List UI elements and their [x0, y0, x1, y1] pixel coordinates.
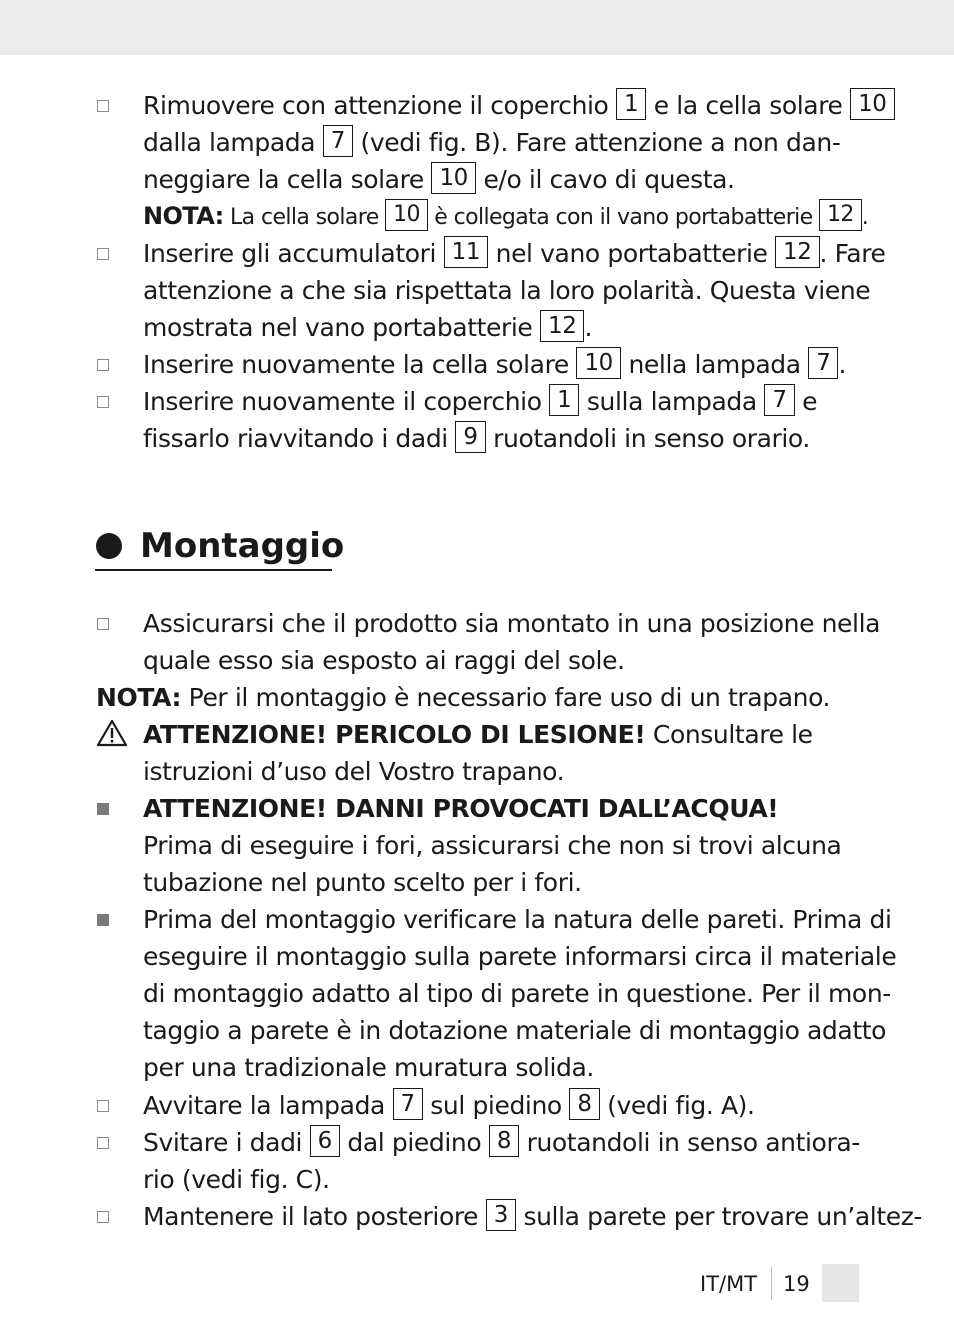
ref-number: 7 [808, 347, 838, 379]
ref-number: 1 [549, 384, 579, 416]
instruction-insert-batteries: Inserire gli accumulatori 11 nel vano portabatterie 12 . Fare attenzione a che sia rispettata la loro polarità. Questa viene mostrata nel vano portabatterie 12 . [143, 235, 873, 346]
ref-number: 10 [385, 199, 428, 231]
checkbox-bullet [97, 100, 109, 112]
ref-number: 9 [455, 421, 485, 453]
ref-number: 8 [569, 1088, 599, 1120]
ref-number: 1 [616, 88, 646, 120]
square-bullet [97, 803, 109, 815]
ref-number: 10 [431, 162, 475, 194]
checkbox-bullet [97, 396, 109, 408]
language-code: IT/MT [700, 1272, 758, 1296]
ref-number: 7 [323, 125, 353, 157]
ref-number: 3 [486, 1199, 516, 1231]
footer-tab-block [822, 1264, 859, 1302]
ref-number: 12 [540, 310, 584, 342]
instruction-unscrew-nuts: Svitare i dadi 6 dal piedino 8 ruotandoli in senso antiora- rio (vedi fig. C). [143, 1124, 873, 1198]
instruction-hold-back: Mantenere il lato posteriore 3 sulla parete per trovare un’altez- [143, 1198, 873, 1235]
ref-number: 7 [764, 384, 794, 416]
checkbox-bullet [97, 359, 109, 371]
instruction-sun-position: Assicurarsi che il prodotto sia montato in una posizione nella quale esso sia esposto ai raggi del sole. [143, 609, 881, 675]
note-solar-cell: NOTA: La cella solare 10 è collegata con il vano portabatterie 12 . [143, 198, 873, 236]
footer-divider [771, 1266, 772, 1300]
ref-number: 11 [444, 236, 488, 268]
instruction-reinsert-cell: Inserire nuovamente la cella solare 10 nella lampada 7 . [143, 346, 873, 383]
square-bullet [97, 914, 109, 926]
checkbox-bullet [97, 248, 109, 260]
instruction-check-walls: Prima del montaggio verificare la natura delle pareti. Prima di eseguire il montaggio sulla parete informarsi circa il materiale di montaggio adatto al tipo di parete in questione. Per il mon- taggio a parete è in dotazione materiale di montaggio adatto per una tradizionale muratura solida. [143, 905, 897, 1082]
heading-underline [95, 569, 332, 571]
checkbox-bullet [97, 618, 109, 630]
warning-water-damage: ATTENZIONE! DANNI PROVOCATI DALL’ACQUA! Prima di eseguire i fori, assicurarsi che non si trovi alcuna tubazione nel punto scelto per i fori. [143, 794, 842, 897]
section-heading: Montaggio [140, 526, 345, 566]
checkbox-bullet [97, 1211, 109, 1223]
ref-number: 8 [489, 1125, 519, 1157]
top-bar [0, 0, 954, 55]
ref-number: 12 [775, 236, 819, 268]
warning-triangle-icon [96, 719, 128, 747]
page-number: 19 [783, 1272, 810, 1296]
ref-number: 10 [576, 347, 620, 379]
ref-number: 10 [850, 88, 894, 120]
ref-number: 12 [819, 199, 862, 231]
ref-number: 6 [310, 1125, 340, 1157]
checkbox-bullet [97, 1137, 109, 1149]
heading-bullet-dot [96, 533, 122, 559]
instruction-remove-cover: Rimuovere con attenzione il coperchio 1 e la cella solare 10 dalla lampada 7 (vedi fig. B). Fare attenzione a non dan- neggiare la cella solare 10 e/o il cavo di questa. NOTA: La cella solare 10 è collegata con il vano portabatterie 12 . [143, 87, 873, 236]
instruction-reinsert-cover: Inserire nuovamente il coperchio 1 sulla lampada 7 e fissarlo riavvitando i dadi 9 ruotandoli in senso orario. [143, 383, 873, 457]
warning-injury: ATTENZIONE! PERICOLO DI LESIONE! Consultare le istruzioni d’uso del Vostro trapano. [143, 720, 813, 786]
instruction-screw-lamp: Avvitare la lampada 7 sul piedino 8 (vedi fig. A). [143, 1087, 873, 1124]
ref-number: 7 [393, 1088, 423, 1120]
note-drill: NOTA: Per il montaggio è necessario fare uso di un trapano. [96, 683, 831, 712]
checkbox-bullet [97, 1100, 109, 1112]
